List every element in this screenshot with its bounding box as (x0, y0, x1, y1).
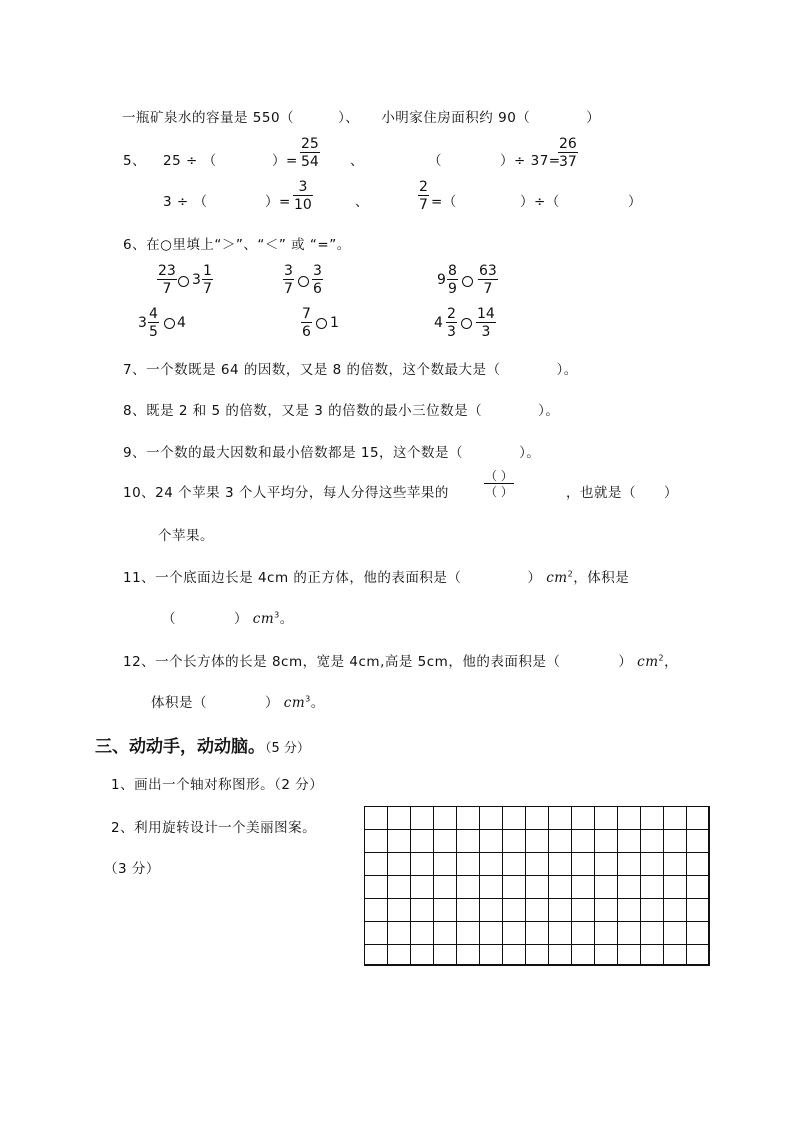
q12-text-d: 体积是（ (151, 695, 207, 711)
whole-number: 9 (437, 272, 447, 288)
compare-circle-blank[interactable] (164, 318, 175, 329)
q12-line2 (151, 691, 325, 711)
q9-line (123, 441, 540, 461)
q5-frac-3-10 (293, 180, 313, 212)
q12-close: ） (618, 654, 633, 670)
q6-frac-2-3 (446, 307, 457, 339)
numerator: 3 (313, 263, 322, 279)
q6-frac-23-7 (157, 264, 177, 296)
denominator: 6 (313, 281, 322, 297)
numerator: 4 (149, 306, 158, 322)
denominator: 7 (483, 281, 493, 297)
unit-cm: cm (283, 695, 306, 711)
denominator: 6 (302, 324, 311, 340)
q6-frac-14-3 (476, 307, 496, 339)
unit-cm: cm (546, 570, 568, 586)
q4-text-b: ）、 (338, 110, 360, 126)
q5-sep2: 、 (355, 194, 369, 210)
q5-l2-c: =（ (431, 194, 457, 210)
q8-line (123, 399, 559, 419)
superscript-3: 3 (274, 610, 280, 620)
q6-frac-3-7 (283, 264, 294, 296)
numerator: 3 (284, 263, 293, 279)
compare-circle-blank[interactable] (316, 318, 327, 329)
q5-l1-d: ）÷ 37= (500, 153, 561, 169)
q5-sep1: 、 (350, 153, 364, 169)
q6-frac-8-9 (447, 264, 458, 296)
denominator: 7 (419, 197, 428, 213)
denominator: 54 (301, 154, 319, 170)
q5-l2-b: ）= (265, 194, 291, 210)
whole-number: 3 (138, 315, 148, 331)
q5-l2-a: 3 ÷ （ (163, 194, 208, 210)
q12-end: 。 (310, 695, 325, 711)
q5-number: 5、 (123, 153, 147, 169)
numerator: 63 (479, 263, 497, 279)
q4-text-c: 小明家住房面积约 90（ (381, 110, 531, 126)
denominator: 10 (294, 197, 312, 213)
superscript-3: 3 (305, 694, 311, 704)
q9-text: 9、一个数的最大因数和最小倍数都是 15，这个数是（ (123, 445, 464, 461)
q6-frac-7-6 (301, 307, 312, 339)
q5-frac-26-37 (558, 137, 578, 169)
q4-text-a: 一瓶矿泉水的容量是 550（ (122, 110, 295, 126)
numerator: 25 (301, 136, 319, 152)
numerator: 1 (203, 263, 212, 279)
q10-text-d: 个苹果。 (158, 528, 214, 544)
q11-line2 (162, 607, 294, 627)
numerator: 7 (302, 306, 311, 322)
q11-end: 。 (279, 611, 294, 627)
q10-text: 10、24 个苹果 3 个人平均分，每人分得这些苹果的 (123, 485, 449, 501)
denominator: 5 (149, 324, 158, 340)
numerator: 3 (293, 180, 313, 196)
q10-tail (566, 481, 678, 501)
q5-l2-d: ）÷（ (520, 194, 560, 210)
q6-frac-1-7 (202, 264, 213, 296)
denominator: 7 (162, 281, 172, 297)
q7-end: ）。 (556, 362, 578, 378)
q6-frac-4-5 (148, 307, 159, 339)
q9-end: ）。 (519, 445, 541, 461)
q11-text: 11、一个底面边长是 4cm 的正方体，他的表面积是（ (123, 570, 462, 586)
q11-close2: ） (234, 611, 248, 627)
q5-frac-2-7 (418, 180, 429, 212)
q5-l1-a: 25 ÷ （ (163, 153, 217, 169)
numerator: 8 (448, 263, 457, 279)
numerator: 2 (447, 306, 456, 322)
whole-number: 3 (192, 272, 202, 288)
q12-text: 12、一个长方体的长是 8cm，宽是 4cm,高是 5cm，他的表面积是（ (123, 654, 561, 670)
s3-q2-score: （3 分） (104, 861, 160, 877)
superscript-2: 2 (567, 569, 574, 579)
q6-frac-3-6 (312, 264, 323, 296)
unit-cm: cm (637, 654, 659, 670)
numerator-blank: （ ） (485, 469, 513, 483)
compare-circle-blank[interactable] (461, 318, 472, 329)
denominator: 3 (447, 324, 456, 340)
q7-line (123, 358, 578, 378)
compare-circle-blank[interactable] (462, 276, 473, 287)
s3-q1-text: 1、画出一个轴对称图形。（2 分） (111, 777, 324, 793)
section-3-heading (95, 732, 310, 757)
unit-cm: cm (252, 611, 275, 627)
q12-text-c: ， (664, 654, 679, 670)
q5-l1-b: ）= (272, 153, 298, 169)
numerator: 23 (158, 263, 176, 279)
denominator: 3 (481, 324, 491, 340)
denominator: 37 (559, 154, 577, 170)
q5-frac-25-54 (300, 137, 320, 169)
denominator: 7 (203, 281, 212, 297)
numerator: 26 (559, 136, 577, 152)
denominator: 7 (284, 281, 293, 297)
numerator: 2 (419, 179, 428, 195)
q6-text: 6、在○里填上“＞”、“＜” 或 “=”。 (123, 237, 351, 253)
q10-blank-fraction[interactable] (484, 470, 514, 498)
q4-line (122, 106, 600, 126)
whole-number: 4 (434, 315, 444, 331)
denominator-blank: （ ） (485, 485, 513, 499)
numerator: 14 (477, 306, 495, 322)
right-number: 1 (330, 315, 340, 331)
section-score: （5 分） (265, 741, 310, 756)
q5-l2-e: ） (628, 194, 642, 210)
right-number: 4 (177, 315, 187, 331)
q6-frac-63-7 (478, 264, 498, 296)
q12-close2: ） (265, 695, 279, 711)
q8-end: ）。 (538, 403, 560, 419)
q11-line (123, 566, 629, 586)
q11-close: ） (527, 570, 542, 586)
q8-text: 8、既是 2 和 5 的倍数，又是 3 的倍数的最小三位数是（ (123, 403, 483, 419)
q4-text-d: ） (586, 110, 601, 126)
s3-q2-text: 2、利用旋转设计一个美丽图案。 (111, 820, 317, 836)
compare-circle-blank[interactable] (298, 276, 309, 287)
superscript-2: 2 (658, 653, 665, 663)
q5-l1-c: （ (428, 153, 442, 169)
q10-text-c: ） (664, 485, 678, 501)
compare-circle-blank[interactable] (178, 276, 189, 287)
denominator: 9 (448, 281, 457, 297)
q10-text-b: ，也就是（ (566, 485, 636, 501)
q7-text: 7、一个数既是 64 的因数，又是 8 的倍数，这个数最大是（ (123, 362, 501, 378)
q11-open: （ (162, 611, 176, 627)
drawing-grid[interactable] (364, 806, 710, 966)
section-title: 三、动动手，动动脑。 (95, 737, 265, 757)
q12-line (123, 650, 678, 670)
q11-text-c: ，体积是 (573, 570, 630, 586)
